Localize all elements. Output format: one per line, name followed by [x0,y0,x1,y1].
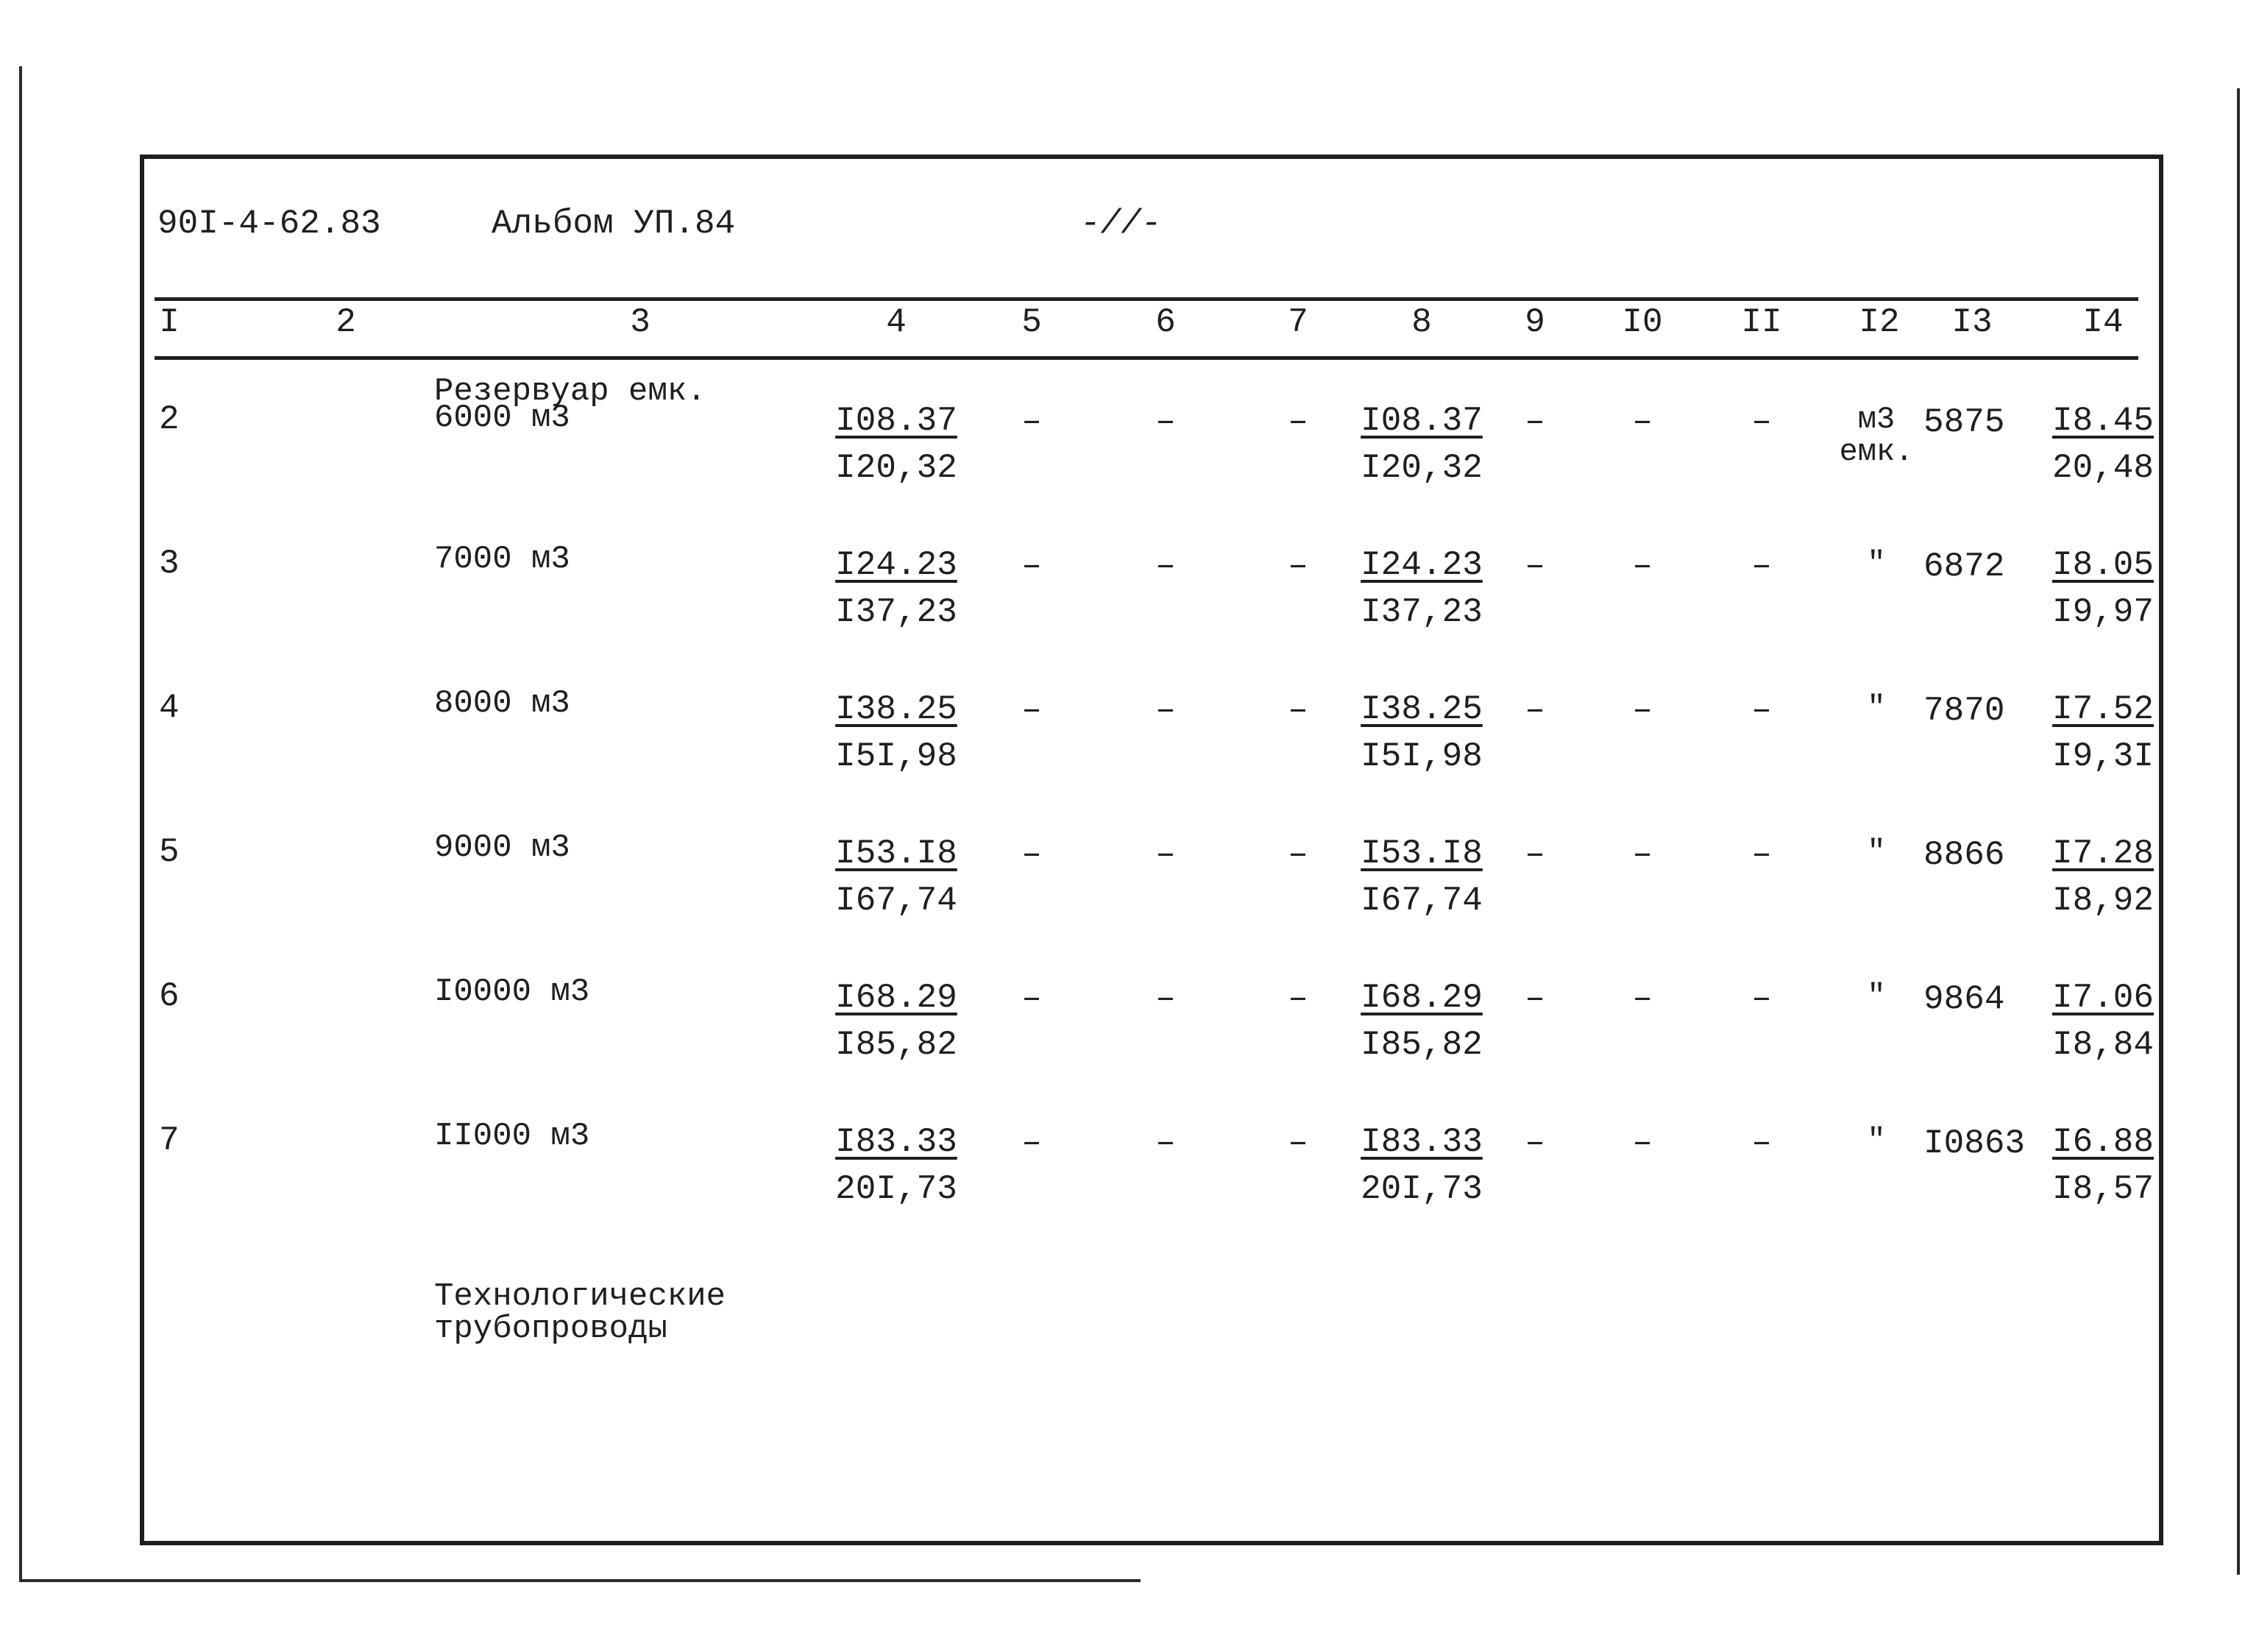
column-number-13: I3 [1951,303,1993,341]
column-number-5: 5 [1021,303,1042,341]
item-name-line2: 6000 м3 [434,400,570,436]
col5-value: – [1021,691,1042,729]
cost-col4-denominator: 20I,73 [835,1170,957,1208]
item-name: I0000 м3 [434,974,590,1010]
column-number-1: I [159,303,180,341]
album-title: Альбом УП.84 [492,205,736,243]
cost-col14-denominator: I8,84 [2051,1026,2155,1064]
cost-col8 [1348,397,1495,492]
quantity: 6872 [1923,547,2005,586]
unit-line2: емк. [1839,434,1914,469]
header-top-rule [155,297,2138,301]
quantity: 8866 [1923,836,2005,874]
col7-value: – [1288,835,1308,873]
item-name: 8000 м3 [434,685,570,722]
col11-value: – [1751,979,1772,1018]
col11-value: – [1751,1124,1772,1162]
col11-value: – [1751,691,1772,729]
cost-col4 [823,542,970,636]
quantity: 7870 [1923,692,2005,730]
cost-col14-denominator: 20,48 [2051,449,2155,487]
col9-value: – [1525,979,1545,1018]
row-number: 2 [159,400,180,439]
col6-value: – [1155,403,1176,441]
cost-col14 [2029,830,2177,924]
cost-col4 [823,397,970,492]
unit-line1: " [1867,546,1886,581]
cost-col14-numerator: I8.45 [2051,402,2155,440]
doc-code: 90I-4-62.83 [157,205,381,243]
cost-col14-numerator: I7.06 [2051,979,2155,1017]
row-number: 4 [159,689,180,727]
column-number-9: 9 [1525,303,1545,341]
col6-value: – [1155,1124,1176,1162]
column-number-11: II [1741,303,1782,341]
cost-col8-denominator: 20I,73 [1361,1170,1483,1208]
section-title-line1: Технологические [434,1278,726,1315]
cost-col14-denominator: I8,92 [2051,882,2155,920]
cost-col4-numerator: I68.29 [835,979,957,1017]
unit-line1: " [1867,834,1886,870]
quantity: 9864 [1923,980,2005,1018]
col10-value: – [1632,403,1653,441]
item-name: 9000 м3 [434,829,570,866]
col5-value: – [1021,835,1042,873]
cost-col14-denominator: I8,57 [2051,1170,2155,1208]
item-name: II000 м3 [434,1118,590,1155]
header-bottom-rule [155,356,2138,360]
cost-col4 [823,686,970,780]
cost-col14-denominator: I9,97 [2051,593,2155,631]
column-number-4: 4 [886,303,907,341]
cost-col4-numerator: I83.33 [835,1123,957,1161]
cost-col4-denominator: I37,23 [835,593,957,631]
cost-col4-numerator: I08.37 [835,402,957,440]
page-edge-left [19,66,22,1582]
column-number-7: 7 [1288,303,1308,341]
cost-col8-numerator: I08.37 [1361,402,1483,440]
col11-value: – [1751,403,1772,441]
cost-col4-numerator: I38.25 [835,690,957,728]
col7-value: – [1288,979,1308,1018]
cost-col14 [2029,397,2177,492]
col7-value: – [1288,547,1308,585]
col5-value: – [1021,1124,1042,1162]
row-number: 3 [159,545,180,583]
row-number: 5 [159,833,180,871]
col6-value: – [1155,979,1176,1018]
unit-line1: " [1867,1123,1886,1158]
cost-col14 [2029,686,2177,780]
cost-col8-numerator: I83.33 [1361,1123,1483,1161]
section-title-line2: трубопроводы [434,1311,667,1347]
cost-col8-denominator: I37,23 [1361,593,1483,631]
cost-col8-numerator: I53.I8 [1361,834,1483,873]
cost-col4 [823,1119,970,1213]
unit-line1: м3 [1857,402,1895,437]
col7-value: – [1288,691,1308,729]
cost-col4-denominator: I67,74 [835,882,957,920]
column-number-8: 8 [1411,303,1432,341]
cost-col8 [1348,974,1495,1068]
cost-col8-denominator: I5I,98 [1361,737,1483,776]
cost-col8-denominator: I20,32 [1361,449,1483,487]
cost-col8 [1348,686,1495,780]
column-number-14: I4 [2082,303,2124,341]
cost-col8 [1348,1119,1495,1213]
cost-col8 [1348,542,1495,636]
cost-col8-numerator: I24.23 [1361,546,1483,584]
col9-value: – [1525,691,1545,729]
col10-value: – [1632,835,1653,873]
cost-col8-numerator: I38.25 [1361,690,1483,728]
column-number-12: I2 [1859,303,1900,341]
column-number-3: 3 [630,303,650,341]
cost-col4 [823,830,970,924]
col9-value: – [1525,835,1545,873]
cost-col14 [2029,542,2177,636]
item-name-line1: Резервуар емк. [434,373,706,410]
quantity: I0863 [1923,1124,2026,1163]
cost-col14-numerator: I7.52 [2051,690,2155,728]
col9-value: – [1525,547,1545,585]
page-number: -//- [1080,205,1162,243]
col10-value: – [1632,691,1653,729]
cost-col4-denominator: I85,82 [835,1026,957,1064]
column-number-10: I0 [1622,303,1663,341]
cost-col8-numerator: I68.29 [1361,979,1483,1017]
cost-col8 [1348,830,1495,924]
cost-col8-denominator: I85,82 [1361,1026,1483,1064]
unit-line1: " [1867,690,1886,726]
col5-value: – [1021,979,1042,1018]
col10-value: – [1632,979,1653,1018]
col11-value: – [1751,547,1772,585]
column-number-2: 2 [336,303,356,341]
cost-col4-denominator: I20,32 [835,449,957,487]
col10-value: – [1632,547,1653,585]
cost-col14-numerator: I6.88 [2051,1123,2155,1161]
unit-line1: " [1867,979,1886,1014]
col11-value: – [1751,835,1772,873]
col5-value: – [1021,547,1042,585]
quantity: 5875 [1923,403,2005,442]
col6-value: – [1155,547,1176,585]
cost-col14 [2029,1119,2177,1213]
col9-value: – [1525,1124,1545,1162]
row-number: 7 [159,1121,180,1160]
cost-col4 [823,974,970,1068]
cost-col4-numerator: I24.23 [835,546,957,584]
page-edge-bottom [22,1579,1141,1582]
cost-col8-denominator: I67,74 [1361,882,1483,920]
col5-value: – [1021,403,1042,441]
page-edge-right [2237,88,2240,1575]
item-name: 7000 м3 [434,541,570,578]
col6-value: – [1155,691,1176,729]
col6-value: – [1155,835,1176,873]
cost-col4-denominator: I5I,98 [835,737,957,776]
cost-col14 [2029,974,2177,1068]
col7-value: – [1288,403,1308,441]
cost-col14-denominator: I9,3I [2051,737,2155,776]
col9-value: – [1525,403,1545,441]
column-number-6: 6 [1155,303,1176,341]
row-number: 6 [159,977,180,1015]
cost-col14-numerator: I8.05 [2051,546,2155,584]
cost-col14-numerator: I7.28 [2051,834,2155,873]
col10-value: – [1632,1124,1653,1162]
col7-value: – [1288,1124,1308,1162]
cost-col4-numerator: I53.I8 [835,834,957,873]
